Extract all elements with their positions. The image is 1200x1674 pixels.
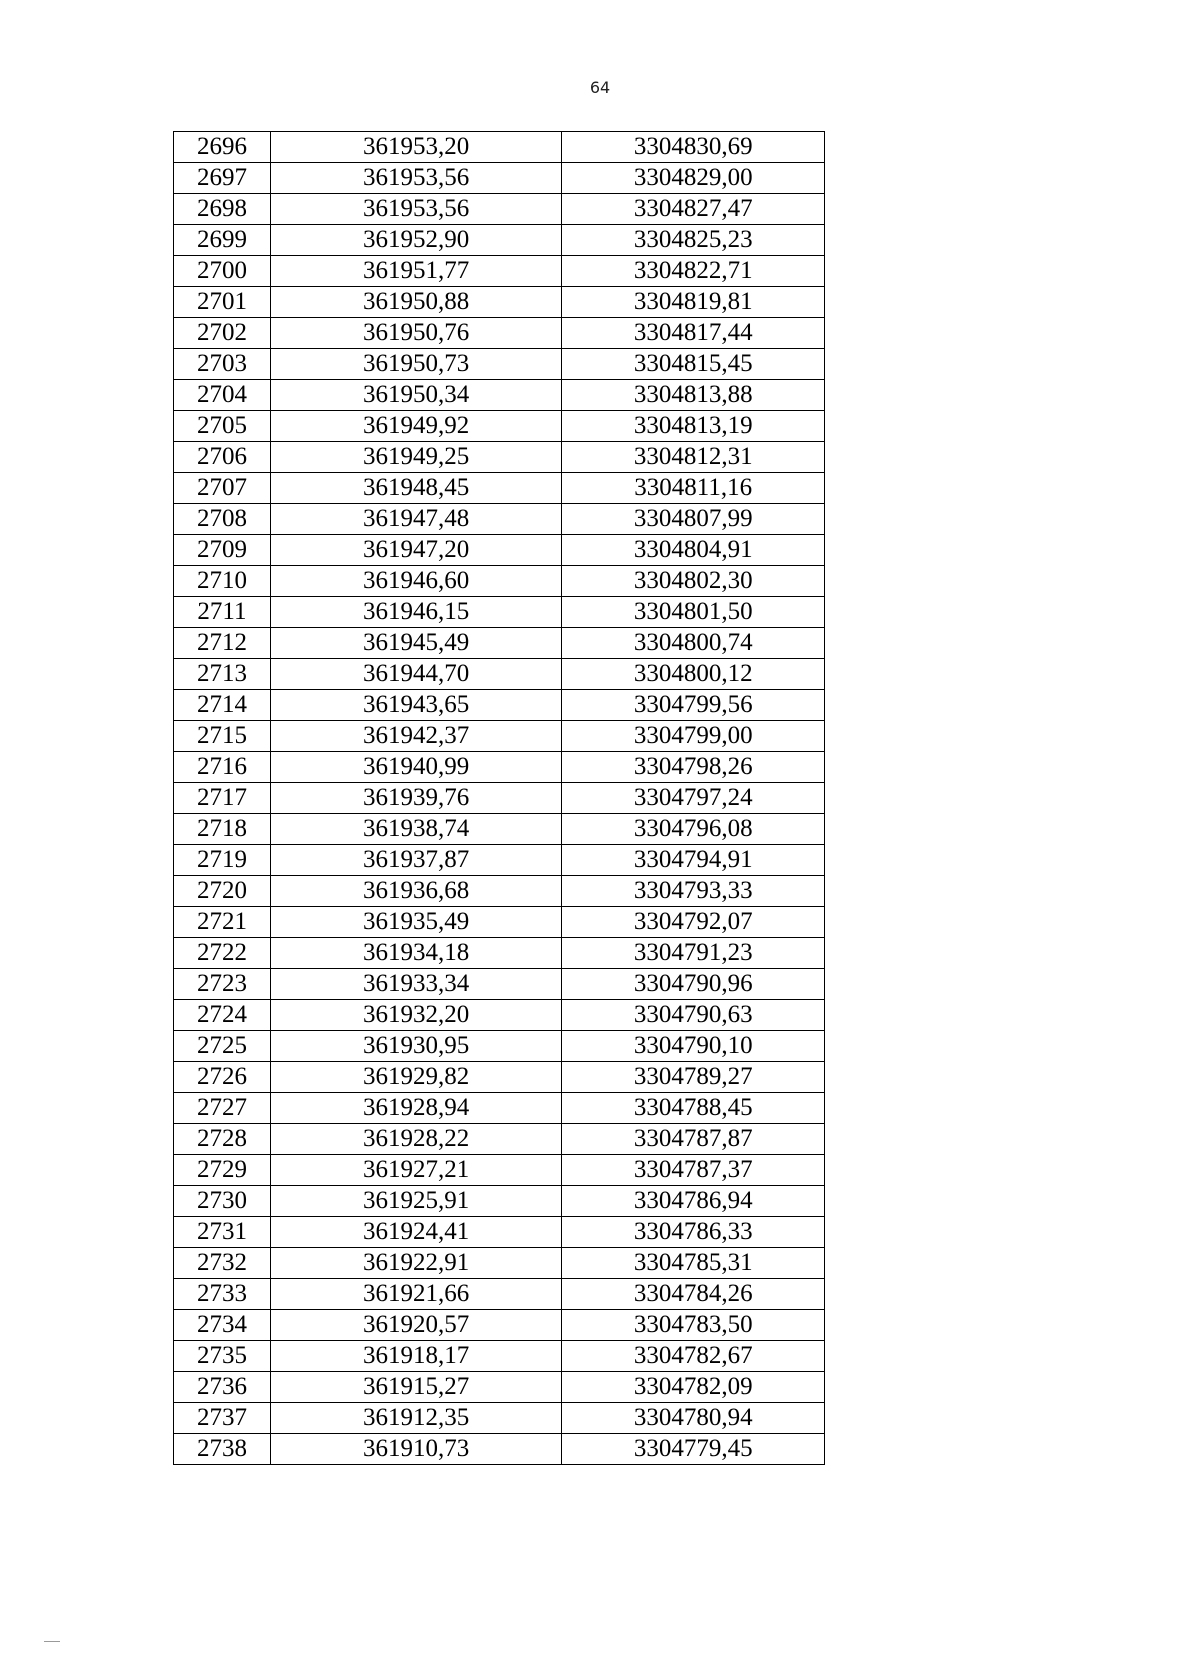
- table-row: [174, 1124, 825, 1155]
- point-number-cell: 2727: [174, 1093, 271, 1124]
- y-coordinate-cell: 3304799,56: [562, 690, 825, 721]
- table-row: [174, 1248, 825, 1279]
- x-coordinate-cell: 361927,21: [270, 1155, 562, 1186]
- y-coordinate-cell: 3304822,71: [562, 256, 825, 287]
- y-coordinate-cell: 3304782,67: [562, 1341, 825, 1372]
- table-row: [174, 349, 825, 380]
- table-row: [174, 1031, 825, 1062]
- table-row: [174, 1279, 825, 1310]
- table-row: [174, 783, 825, 814]
- point-number-cell: 2731: [174, 1217, 271, 1248]
- table-row: [174, 907, 825, 938]
- table-row: [174, 876, 825, 907]
- point-number-cell: 2717: [174, 783, 271, 814]
- table-row: [174, 1310, 825, 1341]
- y-coordinate-cell: 3304801,50: [562, 597, 825, 628]
- y-coordinate-cell: 3304785,31: [562, 1248, 825, 1279]
- point-number-cell: 2726: [174, 1062, 271, 1093]
- x-coordinate-cell: 361953,20: [270, 132, 562, 163]
- x-coordinate-cell: 361951,77: [270, 256, 562, 287]
- point-number-cell: 2712: [174, 628, 271, 659]
- x-coordinate-cell: 361933,34: [270, 969, 562, 1000]
- x-coordinate-cell: 361946,60: [270, 566, 562, 597]
- y-coordinate-cell: 3304813,88: [562, 380, 825, 411]
- y-coordinate-cell: 3304807,99: [562, 504, 825, 535]
- point-number-cell: 2705: [174, 411, 271, 442]
- y-coordinate-cell: 3304827,47: [562, 194, 825, 225]
- table-row: [174, 473, 825, 504]
- point-number-cell: 2738: [174, 1434, 271, 1465]
- table-row: [174, 411, 825, 442]
- x-coordinate-cell: 361928,22: [270, 1124, 562, 1155]
- table-row: [174, 845, 825, 876]
- x-coordinate-cell: 361949,25: [270, 442, 562, 473]
- x-coordinate-cell: 361946,15: [270, 597, 562, 628]
- point-number-cell: 2711: [174, 597, 271, 628]
- x-coordinate-cell: 361912,35: [270, 1403, 562, 1434]
- x-coordinate-cell: 361953,56: [270, 194, 562, 225]
- y-coordinate-cell: 3304784,26: [562, 1279, 825, 1310]
- y-coordinate-cell: 3304780,94: [562, 1403, 825, 1434]
- y-coordinate-cell: 3304798,26: [562, 752, 825, 783]
- x-coordinate-cell: 361937,87: [270, 845, 562, 876]
- point-number-cell: 2701: [174, 287, 271, 318]
- coordinates-table: [173, 131, 825, 1465]
- y-coordinate-cell: 3304825,23: [562, 225, 825, 256]
- point-number-cell: 2700: [174, 256, 271, 287]
- y-coordinate-cell: 3304779,45: [562, 1434, 825, 1465]
- point-number-cell: 2722: [174, 938, 271, 969]
- table-row: [174, 442, 825, 473]
- x-coordinate-cell: 361947,48: [270, 504, 562, 535]
- x-coordinate-cell: 361910,73: [270, 1434, 562, 1465]
- table-row: [174, 752, 825, 783]
- x-coordinate-cell: 361932,20: [270, 1000, 562, 1031]
- point-number-cell: 2723: [174, 969, 271, 1000]
- table-row: [174, 628, 825, 659]
- x-coordinate-cell: 361953,56: [270, 163, 562, 194]
- y-coordinate-cell: 3304802,30: [562, 566, 825, 597]
- table-row: [174, 1093, 825, 1124]
- x-coordinate-cell: 361947,20: [270, 535, 562, 566]
- point-number-cell: 2706: [174, 442, 271, 473]
- page-number: 64: [589, 78, 611, 97]
- point-number-cell: 2707: [174, 473, 271, 504]
- point-number-cell: 2716: [174, 752, 271, 783]
- point-number-cell: 2704: [174, 380, 271, 411]
- y-coordinate-cell: 3304815,45: [562, 349, 825, 380]
- y-coordinate-cell: 3304788,45: [562, 1093, 825, 1124]
- point-number-cell: 2697: [174, 163, 271, 194]
- table-row: [174, 597, 825, 628]
- x-coordinate-cell: 361939,76: [270, 783, 562, 814]
- table-row: [174, 566, 825, 597]
- y-coordinate-cell: 3304819,81: [562, 287, 825, 318]
- y-coordinate-cell: 3304783,50: [562, 1310, 825, 1341]
- x-coordinate-cell: 361915,27: [270, 1372, 562, 1403]
- coordinates-table-body: [174, 132, 825, 1465]
- x-coordinate-cell: 361950,73: [270, 349, 562, 380]
- point-number-cell: 2719: [174, 845, 271, 876]
- x-coordinate-cell: 361948,45: [270, 473, 562, 504]
- y-coordinate-cell: 3304813,19: [562, 411, 825, 442]
- table-row: [174, 1434, 825, 1465]
- x-coordinate-cell: 361920,57: [270, 1310, 562, 1341]
- point-number-cell: 2718: [174, 814, 271, 845]
- point-number-cell: 2714: [174, 690, 271, 721]
- y-coordinate-cell: 3304812,31: [562, 442, 825, 473]
- x-coordinate-cell: 361918,17: [270, 1341, 562, 1372]
- point-number-cell: 2710: [174, 566, 271, 597]
- x-coordinate-cell: 361950,34: [270, 380, 562, 411]
- table-row: [174, 690, 825, 721]
- y-coordinate-cell: 3304790,96: [562, 969, 825, 1000]
- table-row: [174, 504, 825, 535]
- x-coordinate-cell: 361950,76: [270, 318, 562, 349]
- point-number-cell: 2698: [174, 194, 271, 225]
- point-number-cell: 2721: [174, 907, 271, 938]
- point-number-cell: 2715: [174, 721, 271, 752]
- table-row: [174, 1000, 825, 1031]
- margin-mark: [44, 1641, 60, 1642]
- table-row: [174, 659, 825, 690]
- point-number-cell: 2736: [174, 1372, 271, 1403]
- x-coordinate-cell: 361935,49: [270, 907, 562, 938]
- x-coordinate-cell: 361922,91: [270, 1248, 562, 1279]
- table-row: [174, 225, 825, 256]
- y-coordinate-cell: 3304830,69: [562, 132, 825, 163]
- point-number-cell: 2709: [174, 535, 271, 566]
- y-coordinate-cell: 3304799,00: [562, 721, 825, 752]
- point-number-cell: 2737: [174, 1403, 271, 1434]
- point-number-cell: 2703: [174, 349, 271, 380]
- table-row: [174, 256, 825, 287]
- table-row: [174, 194, 825, 225]
- y-coordinate-cell: 3304793,33: [562, 876, 825, 907]
- table-row: [174, 1372, 825, 1403]
- point-number-cell: 2735: [174, 1341, 271, 1372]
- table-row: [174, 1217, 825, 1248]
- table-row: [174, 814, 825, 845]
- x-coordinate-cell: 361930,95: [270, 1031, 562, 1062]
- y-coordinate-cell: 3304789,27: [562, 1062, 825, 1093]
- y-coordinate-cell: 3304792,07: [562, 907, 825, 938]
- point-number-cell: 2702: [174, 318, 271, 349]
- point-number-cell: 2725: [174, 1031, 271, 1062]
- point-number-cell: 2734: [174, 1310, 271, 1341]
- y-coordinate-cell: 3304782,09: [562, 1372, 825, 1403]
- x-coordinate-cell: 361928,94: [270, 1093, 562, 1124]
- table-row: [174, 132, 825, 163]
- x-coordinate-cell: 361921,66: [270, 1279, 562, 1310]
- table-row: [174, 318, 825, 349]
- x-coordinate-cell: 361942,37: [270, 721, 562, 752]
- point-number-cell: 2713: [174, 659, 271, 690]
- table-row: [174, 1186, 825, 1217]
- table-row: [174, 1403, 825, 1434]
- point-number-cell: 2733: [174, 1279, 271, 1310]
- table-row: [174, 1341, 825, 1372]
- x-coordinate-cell: 361934,18: [270, 938, 562, 969]
- table-row: [174, 721, 825, 752]
- y-coordinate-cell: 3304786,33: [562, 1217, 825, 1248]
- table-row: [174, 163, 825, 194]
- y-coordinate-cell: 3304787,37: [562, 1155, 825, 1186]
- x-coordinate-cell: 361949,92: [270, 411, 562, 442]
- x-coordinate-cell: 361929,82: [270, 1062, 562, 1093]
- table-row: [174, 287, 825, 318]
- y-coordinate-cell: 3304791,23: [562, 938, 825, 969]
- y-coordinate-cell: 3304787,87: [562, 1124, 825, 1155]
- y-coordinate-cell: 3304800,12: [562, 659, 825, 690]
- y-coordinate-cell: 3304794,91: [562, 845, 825, 876]
- point-number-cell: 2708: [174, 504, 271, 535]
- point-number-cell: 2730: [174, 1186, 271, 1217]
- point-number-cell: 2728: [174, 1124, 271, 1155]
- y-coordinate-cell: 3304786,94: [562, 1186, 825, 1217]
- y-coordinate-cell: 3304796,08: [562, 814, 825, 845]
- point-number-cell: 2729: [174, 1155, 271, 1186]
- point-number-cell: 2699: [174, 225, 271, 256]
- y-coordinate-cell: 3304790,10: [562, 1031, 825, 1062]
- x-coordinate-cell: 361924,41: [270, 1217, 562, 1248]
- x-coordinate-cell: 361936,68: [270, 876, 562, 907]
- point-number-cell: 2720: [174, 876, 271, 907]
- x-coordinate-cell: 361940,99: [270, 752, 562, 783]
- table-row: [174, 938, 825, 969]
- point-number-cell: 2732: [174, 1248, 271, 1279]
- y-coordinate-cell: 3304800,74: [562, 628, 825, 659]
- table-row: [174, 1155, 825, 1186]
- x-coordinate-cell: 361944,70: [270, 659, 562, 690]
- y-coordinate-cell: 3304797,24: [562, 783, 825, 814]
- table-row: [174, 969, 825, 1000]
- x-coordinate-cell: 361938,74: [270, 814, 562, 845]
- y-coordinate-cell: 3304811,16: [562, 473, 825, 504]
- x-coordinate-cell: 361945,49: [270, 628, 562, 659]
- y-coordinate-cell: 3304829,00: [562, 163, 825, 194]
- y-coordinate-cell: 3304817,44: [562, 318, 825, 349]
- table-row: [174, 1062, 825, 1093]
- x-coordinate-cell: 361925,91: [270, 1186, 562, 1217]
- x-coordinate-cell: 361952,90: [270, 225, 562, 256]
- x-coordinate-cell: 361943,65: [270, 690, 562, 721]
- table-row: [174, 535, 825, 566]
- y-coordinate-cell: 3304790,63: [562, 1000, 825, 1031]
- table-row: [174, 380, 825, 411]
- y-coordinate-cell: 3304804,91: [562, 535, 825, 566]
- x-coordinate-cell: 361950,88: [270, 287, 562, 318]
- point-number-cell: 2696: [174, 132, 271, 163]
- point-number-cell: 2724: [174, 1000, 271, 1031]
